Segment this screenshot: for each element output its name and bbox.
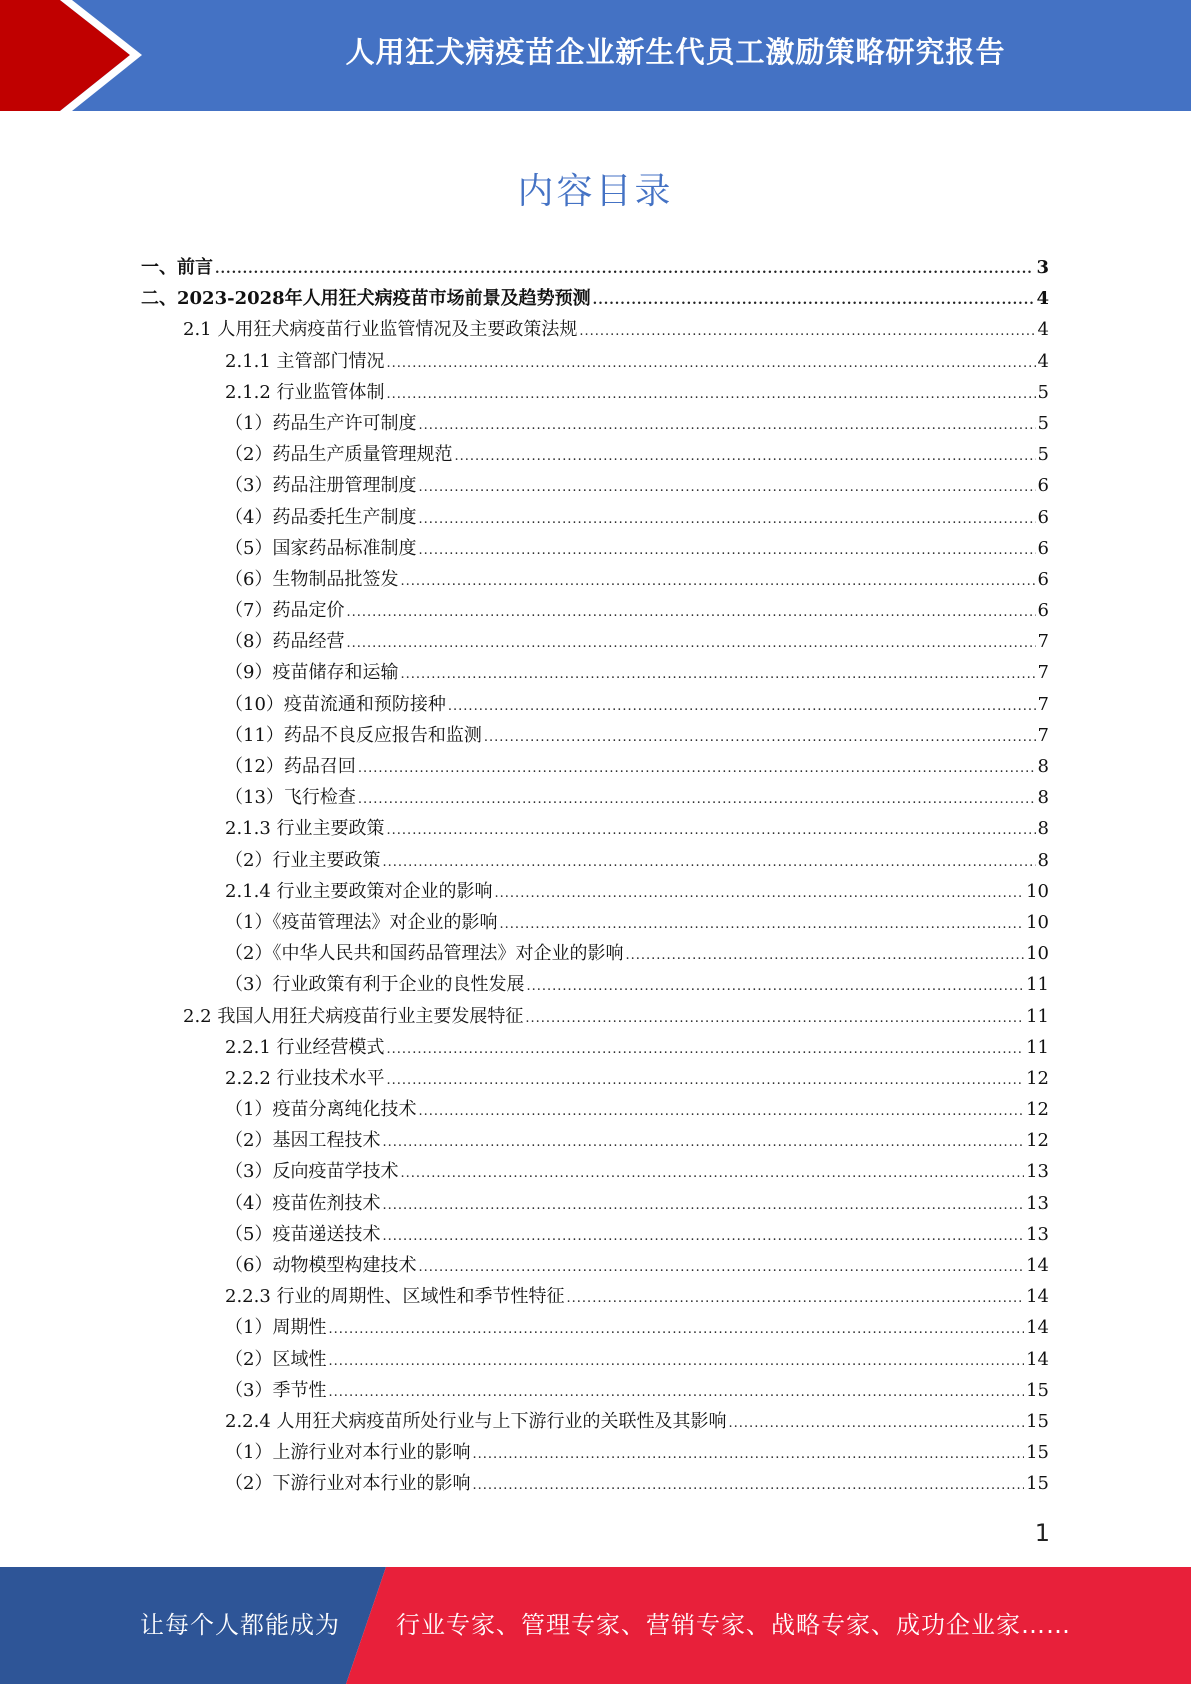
toc-entry[interactable] (141, 471, 1049, 502)
toc-entry-page: 10 (1026, 911, 1049, 933)
toc-entry[interactable] (141, 409, 1049, 440)
toc-entry[interactable] (141, 1282, 1049, 1313)
toc-entry-label: 2.1.4 行业主要政策对企业的影响 (225, 880, 493, 902)
toc-entry[interactable] (141, 503, 1049, 534)
toc-entry-page: 6 (1037, 475, 1049, 497)
toc-entry-page: 4 (1037, 350, 1049, 372)
toc-entry-label: （1）周期性 (225, 1317, 327, 1339)
toc-entry-page: 15 (1026, 1473, 1049, 1495)
toc-entry-label: （8）药品经营 (225, 631, 345, 653)
toc-entry-page: 14 (1026, 1348, 1049, 1370)
toc-entry-page: 14 (1026, 1317, 1049, 1339)
toc-dot-leader (418, 480, 1035, 495)
toc-entry-page: 15 (1026, 1442, 1049, 1464)
toc-entry-page: 5 (1037, 444, 1049, 466)
toc-entry-label: 2.2.4 人用狂犬病疫苗所处行业与上下游行业的关联性及其影响 (225, 1410, 727, 1432)
toc-entry-page: 4 (1036, 288, 1049, 310)
toc-entry-label: 2.2.3 行业的周期性、区域性和季节性特征 (225, 1286, 565, 1308)
toc-entry-page: 7 (1037, 631, 1049, 653)
toc-entry-page: 6 (1037, 600, 1049, 622)
toc-entry[interactable] (141, 1251, 1049, 1282)
toc-dot-leader (472, 1478, 1024, 1493)
toc-entry-page: 7 (1037, 724, 1049, 746)
toc-dot-leader (346, 636, 1035, 651)
toc-entry[interactable] (141, 627, 1049, 658)
toc-entry-page: 4 (1037, 319, 1049, 341)
toc-entry[interactable] (141, 939, 1049, 970)
toc-entry[interactable] (141, 1064, 1049, 1095)
toc-entry-label: （5）疫苗递送技术 (225, 1223, 381, 1245)
toc-entry[interactable] (141, 814, 1049, 845)
toc-entry-page: 7 (1037, 693, 1049, 715)
toc-dot-leader (567, 1291, 1025, 1306)
toc-entry-label: 2.1.2 行业监管体制 (225, 381, 385, 403)
toc-entry-label: （1）上游行业对本行业的影响 (225, 1442, 471, 1464)
toc-entry-label: （6）生物制品批签发 (225, 568, 399, 590)
toc-entry[interactable] (141, 315, 1049, 346)
toc-entry-page: 11 (1026, 1005, 1049, 1027)
toc-entry-label: （2）行业主要政策 (225, 849, 381, 871)
toc-entry-page: 10 (1026, 880, 1049, 902)
toc-entry-page: 14 (1026, 1286, 1049, 1308)
toc-entry[interactable] (141, 565, 1049, 596)
toc-entry[interactable] (141, 1313, 1049, 1344)
toc-entry-page: 12 (1026, 1099, 1049, 1121)
toc-entry[interactable] (141, 378, 1049, 409)
toc-entry-label: （12）药品召回 (225, 756, 356, 777)
toc-dot-leader (495, 886, 1025, 901)
toc-entry-page: 11 (1026, 974, 1049, 996)
toc-entry[interactable] (141, 1189, 1049, 1220)
toc-entry-label: （9）疫苗储存和运输 (225, 662, 399, 684)
toc-entry[interactable] (141, 253, 1049, 284)
toc-entry[interactable] (141, 970, 1049, 1001)
toc-entry-label: （7）药品定价 (225, 600, 345, 622)
toc-entry-page: 6 (1037, 568, 1049, 590)
report-header (0, 0, 1191, 111)
toc-entry-label: （13）飞行检查 (225, 787, 356, 809)
toc-dot-leader (400, 1166, 1024, 1181)
toc-entry[interactable] (141, 721, 1049, 752)
toc-entry[interactable] (141, 1002, 1049, 1033)
toc-entry[interactable] (141, 440, 1049, 471)
footer-slogan-right: 行业专家、管理专家、营销专家、战略专家、成功企业家…… (396, 1611, 1071, 1639)
toc-entry-label: （2）基因工程技术 (225, 1130, 381, 1152)
table-of-contents (141, 253, 1049, 1501)
header-arrow-decoration (0, 0, 160, 111)
toc-entry[interactable] (141, 1469, 1049, 1500)
toc-entry[interactable] (141, 534, 1049, 565)
toc-entry-label: 一、前言 (141, 257, 213, 278)
toc-entry-label: （2）药品生产质量管理规范 (225, 444, 453, 466)
toc-dot-leader (382, 1135, 1024, 1150)
toc-dot-leader (387, 823, 1036, 838)
toc-dot-leader (526, 979, 1024, 994)
toc-entry-label: （1）疫苗分离纯化技术 (225, 1099, 417, 1121)
toc-dot-leader (418, 418, 1035, 433)
toc-entry-label: （1）《疫苗管理法》对企业的影响 (225, 911, 498, 933)
toc-dot-leader (454, 449, 1035, 464)
toc-dot-leader (382, 1198, 1024, 1213)
toc-dot-leader (418, 512, 1035, 527)
toc-dot-leader (525, 1011, 1024, 1026)
toc-dot-leader (418, 1260, 1024, 1275)
toc-entry-label: 2.2.2 行业技术水平 (225, 1067, 385, 1089)
toc-entry-label: （3）行业政策有利于企业的良性发展 (225, 974, 525, 996)
toc-entry-label: （4）疫苗佐剂技术 (225, 1192, 381, 1214)
toc-entry[interactable] (141, 877, 1049, 908)
toc-entry-page: 8 (1037, 818, 1049, 840)
toc-entry-page: 5 (1037, 381, 1049, 403)
toc-entry[interactable] (141, 1033, 1049, 1064)
toc-entry[interactable] (141, 783, 1049, 814)
toc-entry-page: 10 (1026, 943, 1049, 965)
toc-entry-page: 15 (1026, 1379, 1049, 1401)
toc-dot-leader (346, 605, 1035, 620)
toc-entry-page: 14 (1026, 1255, 1049, 1276)
toc-entry[interactable] (141, 1126, 1049, 1157)
toc-entry-label: （2）区域性 (225, 1348, 327, 1370)
toc-entry-label: （3）反向疫苗学技术 (225, 1161, 399, 1183)
toc-entry-label: （4）药品委托生产制度 (225, 506, 417, 528)
toc-dot-leader (418, 1104, 1024, 1119)
toc-entry-label: （10）疫苗流通和预防接种 (225, 693, 446, 715)
toc-entry-page: 12 (1026, 1130, 1049, 1152)
toc-entry[interactable] (141, 596, 1049, 627)
toc-entry-page: 12 (1026, 1067, 1049, 1089)
toc-entry-label: （2）下游行业对本行业的影响 (225, 1473, 471, 1495)
toc-dot-leader (472, 1447, 1024, 1462)
toc-dot-leader (358, 761, 1036, 776)
toc-dot-leader (448, 699, 1036, 714)
toc-dot-leader (328, 1322, 1024, 1337)
toc-dot-leader (382, 855, 1035, 870)
toc-entry-label: （3）药品注册管理制度 (225, 475, 417, 497)
toc-entry[interactable] (141, 1407, 1049, 1438)
toc-dot-leader (328, 1354, 1024, 1369)
toc-title: 内容目录 (517, 171, 674, 212)
toc-entry[interactable] (141, 1157, 1049, 1188)
footer-slogan-left: 让每个人都能成为 (140, 1611, 340, 1639)
toc-entry-page: 8 (1037, 849, 1049, 871)
toc-entry-page: 11 (1026, 1036, 1049, 1058)
toc-dot-leader (400, 574, 1035, 589)
toc-dot-leader (358, 792, 1036, 807)
toc-entry-page: 13 (1026, 1161, 1049, 1183)
toc-entry-page: 8 (1037, 787, 1049, 809)
toc-entry[interactable] (141, 284, 1049, 315)
toc-entry-label: （2）《中华人民共和国药品管理法》对企业的影响 (225, 943, 624, 965)
toc-entry[interactable] (141, 1095, 1049, 1126)
toc-dot-leader (382, 1229, 1024, 1244)
footer-banner (0, 1567, 1191, 1684)
toc-entry-label: 2.2.1 行业经营模式 (225, 1036, 385, 1058)
toc-dot-leader (593, 293, 1035, 308)
toc-entry[interactable] (141, 846, 1049, 877)
toc-dot-leader (400, 667, 1035, 682)
toc-dot-leader (484, 730, 1036, 745)
page-number: 1 (1034, 1519, 1050, 1547)
toc-entry-label: （3）季节性 (225, 1379, 327, 1401)
toc-entry[interactable] (141, 658, 1049, 689)
toc-entry-label: 2.1.1 主管部门情况 (225, 350, 385, 372)
toc-entry-label: （6）动物模型构建技术 (225, 1255, 417, 1276)
toc-entry-page: 7 (1037, 662, 1049, 684)
toc-dot-leader (215, 262, 1034, 277)
toc-entry-label: 2.1 人用狂犬病疫苗行业监管情况及主要政策法规 (183, 319, 578, 341)
toc-dot-leader (328, 1385, 1024, 1400)
toc-dot-leader (499, 917, 1024, 932)
toc-dot-leader (418, 543, 1035, 558)
toc-dot-leader (729, 1416, 1025, 1431)
toc-dot-leader (387, 387, 1036, 402)
toc-entry-page: 6 (1037, 506, 1049, 528)
toc-entry-label: 2.1.3 行业主要政策 (225, 818, 385, 840)
toc-entry[interactable] (141, 1376, 1049, 1407)
toc-entry-page: 6 (1037, 537, 1049, 559)
toc-entry[interactable] (141, 908, 1049, 939)
toc-dot-leader (387, 1073, 1025, 1088)
toc-entry-page: 8 (1037, 756, 1049, 777)
toc-entry[interactable] (141, 752, 1049, 783)
toc-entry[interactable] (141, 347, 1049, 378)
toc-entry-label: 二、2023-2028年人用狂犬病疫苗市场前景及趋势预测 (141, 288, 591, 310)
toc-entry[interactable] (141, 690, 1049, 721)
toc-entry-page: 15 (1026, 1410, 1049, 1432)
toc-entry-label: （5）国家药品标准制度 (225, 537, 417, 559)
toc-entry-page: 5 (1037, 412, 1049, 434)
toc-dot-leader (387, 356, 1036, 371)
toc-dot-leader (625, 948, 1024, 963)
toc-entry-label: 2.2 我国人用狂犬病疫苗行业主要发展特征 (183, 1005, 524, 1027)
toc-entry[interactable] (141, 1438, 1049, 1469)
toc-entry[interactable] (141, 1220, 1049, 1251)
report-title: 人用狂犬病疫苗企业新生代员工激励策略研究报告 (345, 34, 1006, 69)
toc-entry[interactable] (141, 1345, 1049, 1376)
toc-entry-page: 13 (1026, 1223, 1049, 1245)
toc-entry-page: 3 (1036, 257, 1049, 278)
toc-entry-page: 13 (1026, 1192, 1049, 1214)
toc-entry-label: （1）药品生产许可制度 (225, 412, 417, 434)
toc-entry-label: （11）药品不良反应报告和监测 (225, 724, 482, 746)
toc-dot-leader (579, 324, 1035, 339)
toc-dot-leader (387, 1042, 1025, 1057)
